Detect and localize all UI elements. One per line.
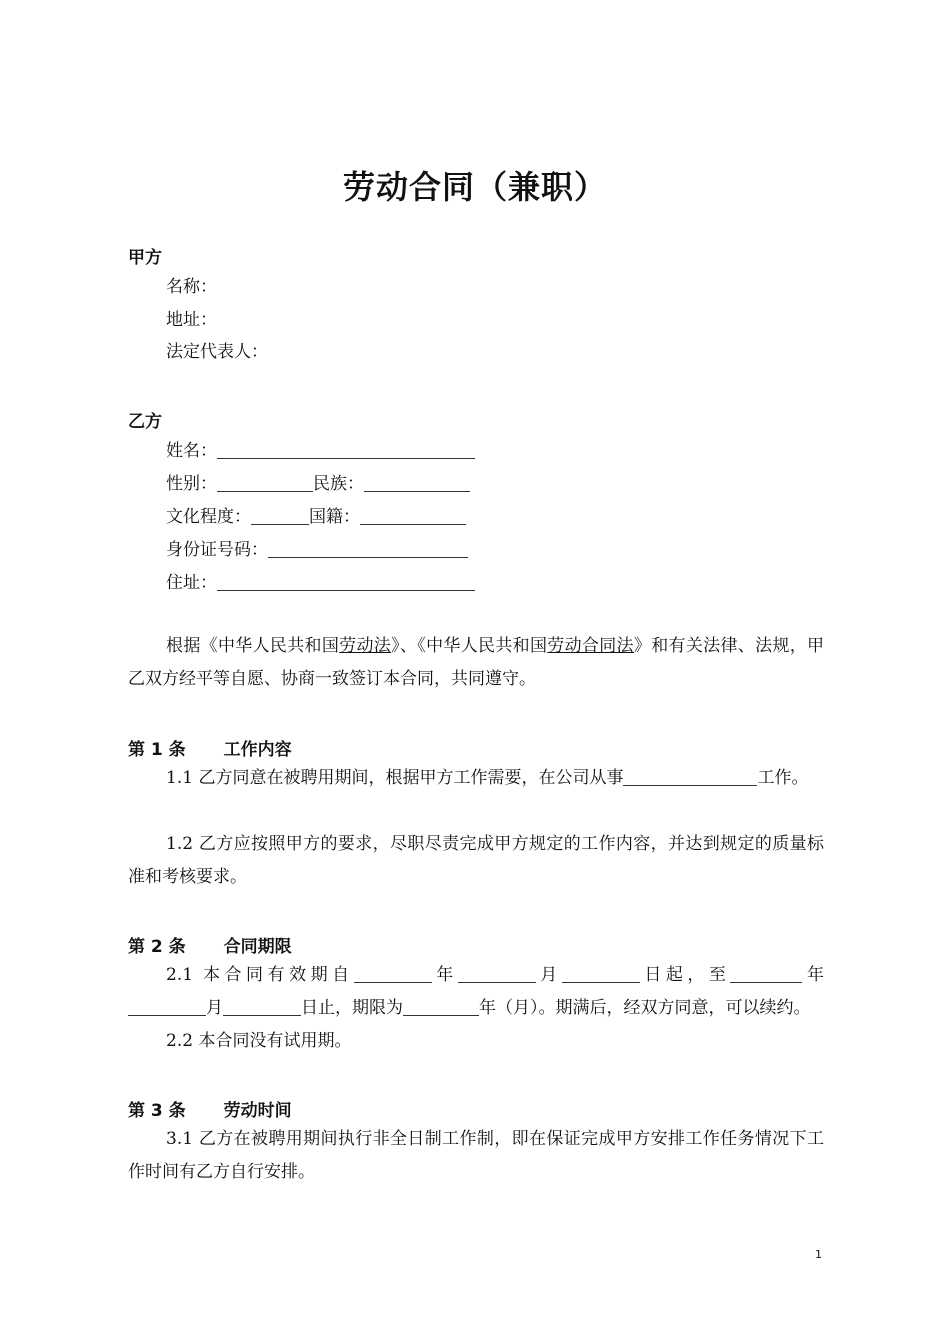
labor-contract-law-link: 劳动合同法 — [547, 636, 634, 656]
labor-law-link: 劳动法 — [339, 636, 392, 656]
article-1-heading — [128, 735, 292, 760]
preamble-paragraph — [128, 630, 824, 696]
party-a-name-label: 名称： — [166, 277, 217, 297]
party-b-address-label: 住址： — [166, 573, 217, 593]
nationality-label: 国籍： — [309, 507, 360, 527]
term-blank — [403, 997, 479, 1016]
party-b-gender-row — [166, 473, 470, 495]
article-3-number: 第 3 条 — [128, 1101, 186, 1121]
month-label-2: 月 — [206, 998, 223, 1018]
education-label: 文化程度： — [166, 507, 251, 527]
page-title: 劳动合同（兼职） — [342, 168, 607, 206]
ethnicity-label: 民族： — [313, 474, 364, 494]
party-b-heading: 乙方 — [128, 412, 162, 432]
clause-1-1 — [128, 762, 824, 795]
clause-2-1-line-1 — [128, 959, 824, 992]
party-b-address-row — [166, 572, 475, 594]
party-a-address-label: 地址： — [166, 310, 217, 330]
end-day-blank — [223, 997, 301, 1016]
year-label: 年 — [431, 965, 458, 985]
end-month-blank — [128, 997, 206, 1016]
clause-1-2: 1.2 乙方应按照甲方的要求，尽职尽责完成甲方规定的工作内容，并达到规定的质量标准和考核要求。 — [128, 834, 824, 887]
article-3-title: 劳动时间 — [223, 1101, 292, 1121]
day-to-label: 日止，期限为 — [301, 998, 403, 1018]
article-1-title: 工作内容 — [223, 740, 292, 760]
preamble-text-1: 根据《中华人民共和国 — [166, 636, 340, 656]
start-month-blank — [458, 964, 536, 983]
article-2-title: 合同期限 — [223, 937, 292, 957]
id-blank — [268, 539, 468, 558]
party-a-heading: 甲方 — [128, 248, 162, 268]
job-blank — [623, 767, 757, 786]
gender-blank — [217, 473, 313, 492]
start-year-blank — [354, 964, 432, 983]
clause-3-1: 3.1 乙方在被聘用期间执行非全日制工作制，即在保证完成甲方安排工作任务情况下工作时间有乙方自行安排。 — [128, 1129, 824, 1182]
article-2-heading — [128, 932, 292, 957]
preamble-text-3: 》和有关法律、法规，甲乙双方经平等自愿、协商一致签订本合同，共同遵守。 — [128, 636, 825, 689]
ethnicity-blank — [364, 473, 470, 492]
clause-2-1-line-2 — [128, 992, 824, 1025]
end-year-blank — [730, 964, 802, 983]
article-1-number: 第 1 条 — [128, 740, 186, 760]
page-number: 1 — [815, 1248, 822, 1261]
gender-label: 性别： — [166, 474, 217, 494]
article-2-number: 第 2 条 — [128, 937, 186, 957]
clause-1-1-end: 工作。 — [757, 768, 809, 788]
party-b-name-label: 姓名： — [166, 441, 217, 461]
clause-2-2: 2.2 本合同没有试用期。 — [166, 1031, 352, 1051]
preamble-text-2: 》、《中华人民共和国 — [391, 636, 548, 656]
party-b-education-row — [166, 506, 466, 528]
party-b-name-row — [166, 440, 475, 462]
nationality-blank — [360, 506, 466, 525]
start-day-blank — [562, 964, 640, 983]
month-label: 月 — [535, 965, 562, 985]
clause-2-1-text: 2.1 本合同有效期自 — [166, 965, 354, 985]
clause-2-1-end: 年（月）。期满后，经双方同意，可以续约。 — [479, 998, 811, 1018]
education-blank — [251, 506, 309, 525]
id-label: 身份证号码： — [166, 540, 268, 560]
clause-1-1-text: 1.1 乙方同意在被聘用期间，根据甲方工作需要，在公司从事 — [166, 768, 624, 788]
address-blank — [217, 572, 475, 591]
day-from-label: 日起，至 — [639, 965, 731, 985]
year-label-2: 年 — [802, 965, 824, 985]
party-b-id-row — [166, 539, 468, 561]
party-a-rep-label: 法定代表人： — [166, 342, 268, 362]
article-3-heading — [128, 1096, 292, 1121]
name-blank — [217, 440, 475, 459]
